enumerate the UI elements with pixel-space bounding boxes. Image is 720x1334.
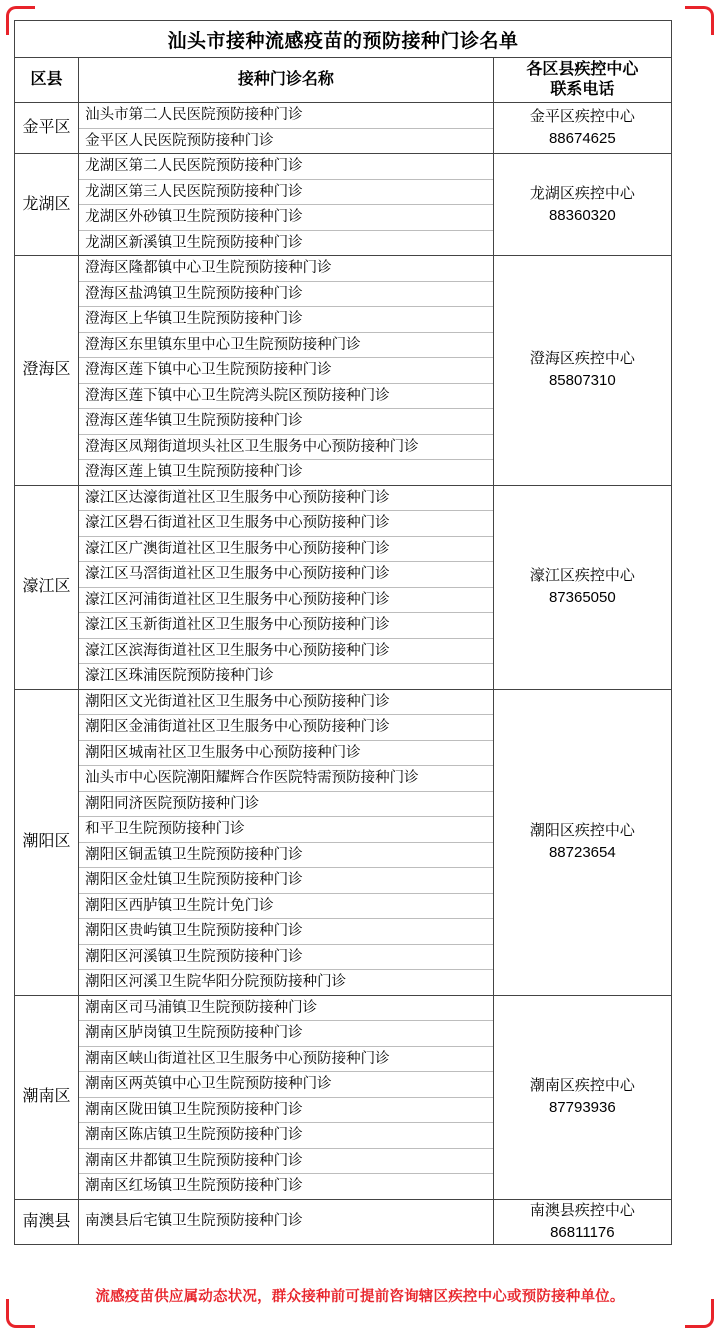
clinic-list-item: 濠江区礐石街道社区卫生服务中心预防接种门诊 <box>79 511 493 537</box>
clinic-list-item: 汕头市中心医院潮阳耀辉合作医院特需预防接种门诊 <box>79 766 493 792</box>
cdc-center-name: 濠江区疾控中心 <box>529 567 635 584</box>
clinic-list-item: 澄海区隆都镇中心卫生院预防接种门诊 <box>79 256 493 282</box>
cdc-phone-number[interactable]: 85807310 <box>548 372 616 390</box>
clinic-list-item: 潮阳区河溪镇卫生院预防接种门诊 <box>79 945 493 971</box>
cdc-phone-number[interactable]: 87365050 <box>548 589 616 606</box>
clinic-list-item: 潮阳区城南社区卫生服务中心预防接种门诊 <box>79 741 493 767</box>
clinic-list-item: 濠江区玉新街道社区卫生服务中心预防接种门诊 <box>79 613 493 639</box>
cdc-contact-cell <box>493 1199 671 1244</box>
clinic-list-item: 潮阳区文光街道社区卫生服务中心预防接种门诊 <box>79 690 493 716</box>
district-cell: 金平区 <box>15 103 79 154</box>
clinic-list <box>79 996 493 1199</box>
clinic-list-item: 澄海区上华镇卫生院预防接种门诊 <box>79 307 493 333</box>
clinic-list-cell <box>79 689 494 995</box>
district-cell: 潮南区 <box>15 995 79 1199</box>
cdc-phone-number[interactable]: 88360320 <box>548 206 616 224</box>
table-row <box>15 154 672 256</box>
table-row <box>15 103 672 154</box>
clinic-list-item: 南澳县后宅镇卫生院预防接种门诊 <box>85 1213 303 1230</box>
clinic-list-item: 和平卫生院预防接种门诊 <box>79 817 493 843</box>
cdc-center-name: 澄海区疾控中心 <box>529 350 635 368</box>
clinic-list <box>79 1209 493 1234</box>
cdc-center-name: 南澳县疾控中心 <box>529 1201 635 1219</box>
cdc-phone-number[interactable]: 86811176 <box>550 1223 615 1241</box>
clinic-list-item: 澄海区莲下镇中心卫生院预防接种门诊 <box>79 358 493 384</box>
clinic-list-item: 潮阳区贵屿镇卫生院预防接种门诊 <box>79 919 493 945</box>
clinic-list-item: 濠江区广澳街道社区卫生服务中心预防接种门诊 <box>79 537 493 563</box>
clinic-list-item: 濠江区河浦街道社区卫生服务中心预防接种门诊 <box>79 588 493 614</box>
clinic-list-item: 潮南区红场镇卫生院预防接种门诊 <box>85 1178 303 1194</box>
cdc-contact-cell <box>493 689 671 995</box>
clinic-list-item: 濠江区滨海街道社区卫生服务中心预防接种门诊 <box>79 639 493 665</box>
clinic-list-cell <box>79 995 494 1199</box>
clinic-list-item: 潮阳区金浦街道社区卫生服务中心预防接种门诊 <box>79 715 493 741</box>
column-header-phone-line2: 联系电话 <box>550 81 615 98</box>
corner-bracket-top-right <box>685 6 714 35</box>
clinic-list <box>79 154 493 255</box>
clinic-list-item: 金平区人民医院预防接种门诊 <box>85 132 274 149</box>
clinic-list-item: 濠江区马滘街道社区卫生服务中心预防接种门诊 <box>79 562 493 588</box>
clinic-list <box>79 256 493 485</box>
clinic-list-item: 潮阳区河溪卫生院华阳分院预防接种门诊 <box>85 974 347 990</box>
clinic-list <box>79 103 493 153</box>
cdc-contact-cell <box>493 103 671 154</box>
clinic-list-item: 龙湖区新溪镇卫生院预防接种门诊 <box>85 234 303 251</box>
clinic-list-item: 潮阳区铜盂镇卫生院预防接种门诊 <box>79 843 493 869</box>
cdc-contact-cell <box>493 995 671 1199</box>
table-row <box>15 256 672 486</box>
cdc-phone-number[interactable]: 87793936 <box>548 1099 616 1116</box>
clinic-list-item: 潮阳同济医院预防接种门诊 <box>79 792 493 818</box>
table-header-row <box>15 58 672 103</box>
district-cell: 龙湖区 <box>15 154 79 256</box>
table-row <box>15 995 672 1199</box>
clinic-list-item: 潮南区胪岗镇卫生院预防接种门诊 <box>79 1021 493 1047</box>
cdc-center-name: 龙湖区疾控中心 <box>529 184 635 202</box>
clinic-list-item: 澄海区凤翔街道坝头社区卫生服务中心预防接种门诊 <box>79 435 493 461</box>
table-row <box>15 689 672 995</box>
clinic-list <box>79 690 493 995</box>
clinic-list-item: 澄海区莲上镇卫生院预防接种门诊 <box>85 464 303 480</box>
clinic-list-item: 潮南区峡山街道社区卫生服务中心预防接种门诊 <box>79 1047 493 1073</box>
clinic-list-item: 潮阳区西胪镇卫生院计免门诊 <box>79 894 493 920</box>
clinic-list-item: 龙湖区第二人民医院预防接种门诊 <box>79 154 493 180</box>
clinic-list-item: 潮南区两英镇中心卫生院预防接种门诊 <box>79 1072 493 1098</box>
table-row <box>15 485 672 689</box>
district-cell: 南澳县 <box>15 1199 79 1244</box>
clinic-list-cell <box>79 1199 494 1244</box>
clinic-list-item: 澄海区盐鸿镇卫生院预防接种门诊 <box>79 282 493 308</box>
footnote-text: 流感疫苗供应属动态状况，群众接种前可提前咨询辖区疾控中心或预防接种单位。 <box>95 1289 625 1305</box>
clinic-list-item: 澄海区东里镇东里中心卫生院预防接种门诊 <box>79 333 493 359</box>
clinic-list-item: 潮南区司马浦镇卫生院预防接种门诊 <box>79 996 493 1022</box>
table-title-row <box>15 21 672 58</box>
clinic-list-cell <box>79 256 494 486</box>
clinic-list-item: 龙湖区第三人民医院预防接种门诊 <box>79 180 493 206</box>
clinic-list-item: 龙湖区外砂镇卫生院预防接种门诊 <box>79 205 493 231</box>
cdc-contact-cell <box>493 256 671 486</box>
district-cell: 澄海区 <box>15 256 79 486</box>
clinic-list-item: 潮南区井都镇卫生院预防接种门诊 <box>79 1149 493 1175</box>
district-cell: 潮阳区 <box>15 689 79 995</box>
page-title: 汕头市接种流感疫苗的预防接种门诊名单 <box>15 21 672 58</box>
clinic-list <box>79 486 493 689</box>
clinic-list-item: 潮南区陇田镇卫生院预防接种门诊 <box>79 1098 493 1124</box>
clinic-list-cell <box>79 485 494 689</box>
clinic-list-item: 潮南区陈店镇卫生院预防接种门诊 <box>79 1123 493 1149</box>
clinic-list-item: 澄海区莲下镇中心卫生院湾头院区预防接种门诊 <box>79 384 493 410</box>
cdc-phone-number[interactable]: 88674625 <box>548 130 616 147</box>
column-header-clinic: 接种门诊名称 <box>79 58 494 103</box>
clinic-list-cell <box>79 103 494 154</box>
cdc-phone-number[interactable]: 88723654 <box>548 844 616 861</box>
cdc-center-name: 潮南区疾控中心 <box>529 1077 635 1094</box>
table-row <box>15 1199 672 1244</box>
clinic-list-item: 濠江区珠浦医院预防接种门诊 <box>85 668 274 684</box>
column-header-district: 区县 <box>15 58 79 103</box>
clinic-list-item: 澄海区莲华镇卫生院预防接种门诊 <box>79 409 493 435</box>
district-cell: 濠江区 <box>15 485 79 689</box>
cdc-center-name: 潮阳区疾控中心 <box>529 822 635 839</box>
clinic-list-item: 汕头市第二人民医院预防接种门诊 <box>79 103 493 129</box>
column-header-phone <box>493 58 671 103</box>
column-header-phone-line1: 各区县疾控中心 <box>526 61 639 78</box>
vaccination-clinic-table-wrapper <box>14 20 672 1245</box>
clinic-list-item: 潮阳区金灶镇卫生院预防接种门诊 <box>79 868 493 894</box>
cdc-contact-cell <box>493 154 671 256</box>
vaccination-clinic-table <box>14 20 672 1245</box>
clinic-list-cell <box>79 154 494 256</box>
cdc-contact-cell <box>493 485 671 689</box>
clinic-list-item: 濠江区达濠街道社区卫生服务中心预防接种门诊 <box>79 486 493 512</box>
cdc-center-name: 金平区疾控中心 <box>529 108 635 125</box>
